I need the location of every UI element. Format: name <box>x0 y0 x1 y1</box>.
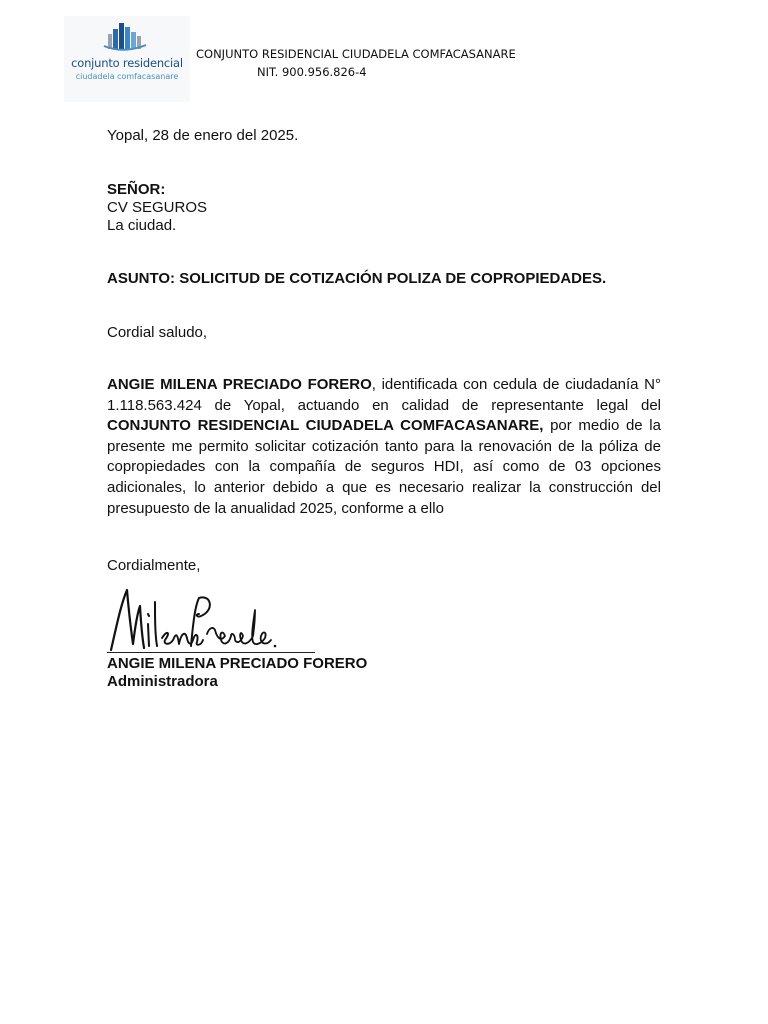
signer-name: ANGIE MILENA PRECIADO FORERO <box>107 655 368 672</box>
body-text-part2: por medio de la presente me permito solicitar cotización tanto para la renovación de la póliza de copropiedades con la compañía de seguros HDI, así como de 03 opciones adicionales, lo anterior debido a que es necesario realizar la construcción del presupuesto de la anualidad 2025, conforme a ello <box>107 417 661 517</box>
header-nit: NIT. 900.956.826-4 <box>257 65 367 79</box>
place-date: Yopal, 28 de enero del 2025. <box>107 127 299 144</box>
subject-line: ASUNTO: SOLICITUD DE COTIZACIÓN POLIZA DE COPROPIEDADES. <box>107 270 607 287</box>
signer-role: Administradora <box>107 673 218 690</box>
logo <box>64 16 190 102</box>
greeting: Cordial saludo, <box>107 324 208 341</box>
building-logo-icon <box>64 16 190 56</box>
body-text-part1: , identificada con cedula de ciudadanía N° 1.118.563.424 de Yopal, actuando en calidad de representante legal del <box>107 376 662 414</box>
recipient-name: CV SEGUROS <box>107 199 208 216</box>
header-org-name: CONJUNTO RESIDENCIAL CIUDADELA COMFACASANARE <box>196 47 516 61</box>
closing: Cordialmente, <box>107 557 201 574</box>
body-signer-name: ANGIE MILENA PRECIADO FORERO <box>107 376 372 393</box>
handwritten-signature <box>107 584 282 659</box>
recipient-title: SEÑOR: <box>107 181 166 198</box>
signature-line <box>107 652 315 653</box>
recipient-city: La ciudad. <box>107 217 177 234</box>
body-entity-name: CONJUNTO RESIDENCIAL CIUDADELA COMFACASANARE, <box>107 417 544 435</box>
logo-text-main: conjunto residencial <box>71 56 183 70</box>
logo-text-sub: ciudadela comfacasanare <box>75 72 179 81</box>
body-paragraph <box>107 375 661 519</box>
